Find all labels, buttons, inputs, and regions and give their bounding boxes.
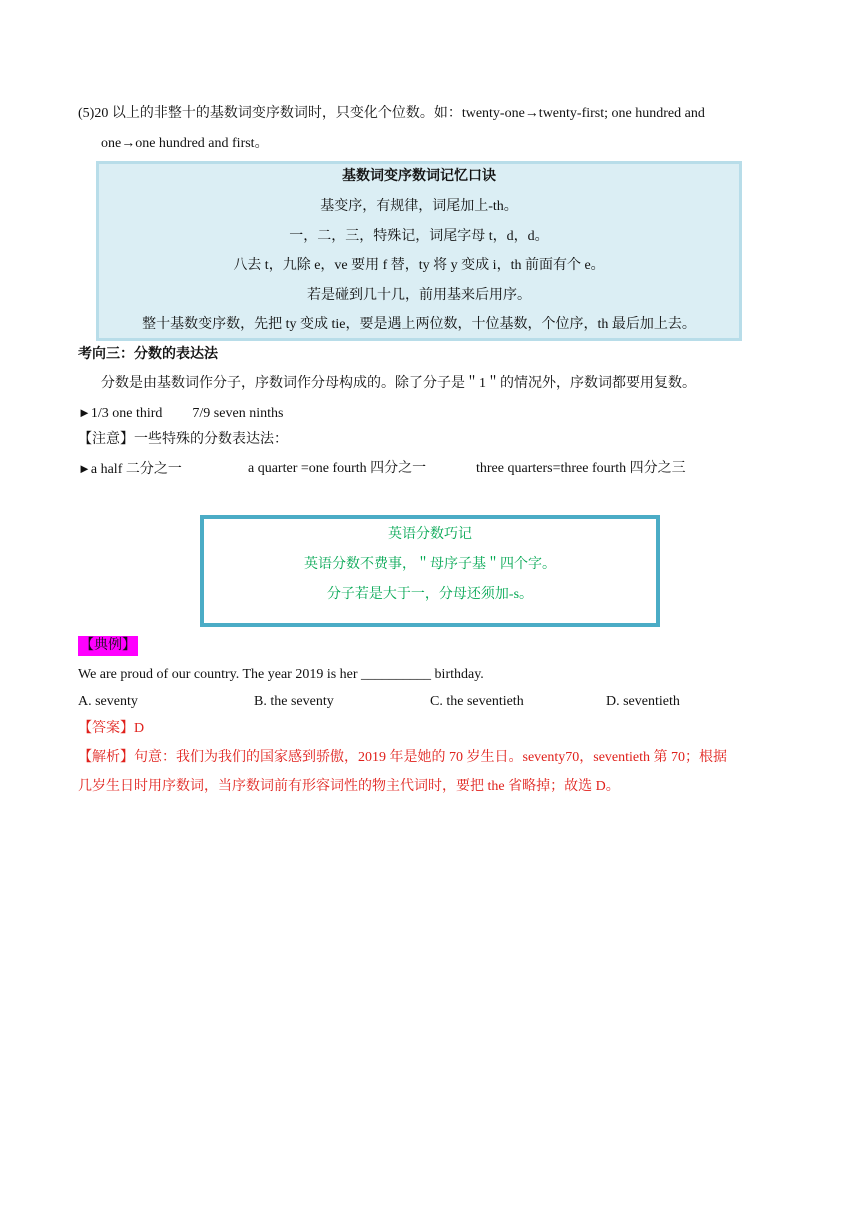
option-c: C. the seventieth [430, 694, 524, 709]
rule-5-line-2: one→one hundred and first。 [101, 136, 269, 151]
option-b: B. the seventy [254, 694, 334, 709]
special-fractions-row [78, 459, 182, 480]
tip-title: 英语分数巧记 [388, 527, 472, 542]
section-intro: 分数是由基数词作分子，序数词作分母构成的。除了分子是＂1＂的情况外，序数词都要用复数。 [101, 376, 696, 391]
fraction-example-row [78, 403, 283, 424]
memo-line: 基变序，有规律，词尾加上-th。 [320, 199, 518, 214]
special-fraction-b: a quarter =one fourth 四分之一 [248, 461, 427, 476]
fraction-example-a: 1/3 one third [90, 406, 163, 421]
memo-title: 基数词变序数词记忆口诀 [342, 169, 496, 184]
section-heading: 考向三：分数的表达法 [78, 347, 218, 362]
tip-box [200, 515, 660, 627]
triangle-marker-icon: ► [78, 405, 91, 420]
special-fraction-c: three quarters=three fourth 四分之三 [476, 461, 686, 476]
rule-5-line-1: (5)20 以上的非整十的基数词变序数词时，只变化个位数。如：twenty-one→twenty-first; one hundred and [78, 106, 705, 121]
special-fraction-a: a half 二分之一 [90, 462, 182, 477]
example-question: We are proud of our country. The year 2019 is her __________ birthday. [78, 667, 484, 682]
note-line: 【注意】一些特殊的分数表达法： [78, 432, 288, 447]
example-tag: 【典例】 [78, 636, 138, 656]
tip-line-1: 英语分数不费事，＂母序子基＂四个字。 [304, 557, 556, 572]
tip-line-2: 分子若是大于一，分母还须加-s。 [326, 587, 534, 602]
memo-line: 一，二，三，特殊记，词尾字母 t，d，d。 [289, 229, 549, 244]
memo-box [96, 161, 742, 341]
fraction-example-b: 7/9 seven ninths [192, 406, 284, 421]
memo-line: 若是碰到几十几，前用基来后用序。 [307, 288, 531, 303]
option-d: D. seventieth [606, 694, 680, 709]
memo-line: 八去 t，九除 e，ve 要用 f 替，ty 将 y 变成 i，th 前面有个 e。 [233, 258, 605, 273]
memo-line: 整十基数变序数，先把 ty 变成 tie，要是遇上两位数，十位基数，个位序，th 最后加上去。 [142, 317, 696, 332]
analysis-line-1: 【解析】句意：我们为我们的国家感到骄傲，2019 年是她的 70 岁生日。seventy70，seventieth 第 70；根据 [78, 750, 728, 765]
triangle-marker-icon: ► [78, 461, 91, 476]
analysis-line-2: 几岁生日时用序数词，当序数词前有形容词性的物主代词时，要把 the 省略掉；故选 D。 [78, 779, 620, 794]
answer-line: 【答案】D [78, 721, 145, 736]
option-a: A. seventy [78, 694, 138, 709]
